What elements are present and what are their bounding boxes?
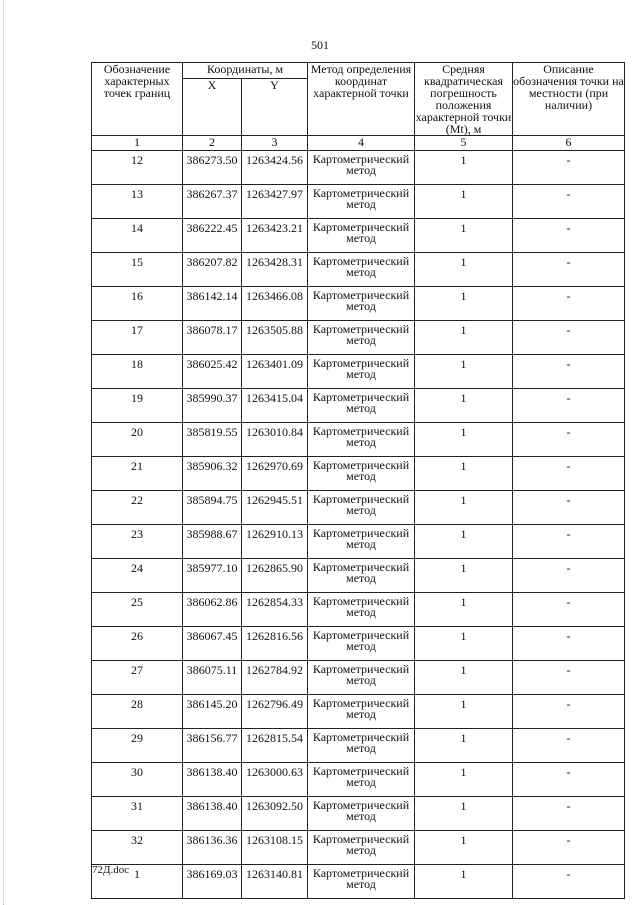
error-cell: 1 [415,865,513,899]
method-line: Картометрический [312,492,410,506]
error-cell: 1 [415,457,513,491]
y-coordinate-cell: 1263423.21 [242,219,308,253]
description-cell: - [513,423,625,457]
method-cell [308,593,415,627]
point-cell: 22 [92,491,183,525]
method-line: метод [346,231,376,245]
method-line: метод [346,673,376,687]
x-coordinate-cell: 386025.42 [183,355,242,389]
method-line: метод [346,401,376,415]
table-row [92,355,625,389]
y-coordinate-cell: 1263415.04 [242,389,308,423]
y-coordinate-cell: 1263428.31 [242,253,308,287]
column-number: 4 [308,136,415,151]
y-coordinate-cell: 1262815.54 [242,729,308,763]
header-y: Y [242,79,308,136]
method-line: Картометрический [312,560,410,574]
point-cell: 29 [92,729,183,763]
y-coordinate-cell: 1262816.56 [242,627,308,661]
point-cell: 17 [92,321,183,355]
point-cell: 19 [92,389,183,423]
point-cell: 26 [92,627,183,661]
method-line: метод [346,163,376,177]
method-line: Картометрический [312,832,410,846]
table-row [92,219,625,253]
method-line: метод [346,639,376,653]
description-cell: - [513,151,625,185]
y-coordinate-cell: 1263108.15 [242,831,308,865]
description-cell: - [513,457,625,491]
x-coordinate-cell: 386138.40 [183,763,242,797]
table-row [92,287,625,321]
description-cell: - [513,219,625,253]
table-row [92,457,625,491]
scan-margin-line [3,0,5,905]
header-method: Метод определения координат характерной точки [308,63,415,136]
x-coordinate-cell: 386207.82 [183,253,242,287]
table-body [92,151,625,899]
method-line: Картометрический [312,152,410,166]
description-cell: - [513,729,625,763]
method-cell [308,457,415,491]
method-line: Картометрический [312,730,410,744]
method-line: Картометрический [312,662,410,676]
method-line: Картометрический [312,458,410,472]
error-cell: 1 [415,559,513,593]
point-cell: 27 [92,661,183,695]
method-line: метод [346,571,376,585]
description-cell: - [513,695,625,729]
error-cell: 1 [415,491,513,525]
method-line: Картометрический [312,696,410,710]
error-cell: 1 [415,151,513,185]
point-cell: 31 [92,797,183,831]
table-row [92,729,625,763]
error-cell: 1 [415,729,513,763]
point-cell: 28 [92,695,183,729]
method-line: Картометрический [312,798,410,812]
method-cell [308,151,415,185]
description-cell: - [513,389,625,423]
x-coordinate-cell: 385894.75 [183,491,242,525]
method-cell [308,525,415,559]
point-cell: 25 [92,593,183,627]
y-coordinate-cell: 1263466.08 [242,287,308,321]
method-line: Картометрический [312,866,410,880]
method-cell [308,321,415,355]
table-row [92,185,625,219]
header-description: Описание обозначения точки на местности (при наличии) [513,63,625,136]
method-line: метод [346,877,376,891]
method-cell [308,695,415,729]
error-cell: 1 [415,797,513,831]
point-cell: 16 [92,287,183,321]
x-coordinate-cell: 386267.37 [183,185,242,219]
method-cell [308,287,415,321]
method-line: метод [346,333,376,347]
x-coordinate-cell: 386075.11 [183,661,242,695]
point-cell: 14 [92,219,183,253]
point-cell: 13 [92,185,183,219]
table-row [92,423,625,457]
method-line: метод [346,537,376,551]
column-number: 3 [242,136,308,151]
y-coordinate-cell: 1263010.84 [242,423,308,457]
x-coordinate-cell: 386169.03 [183,865,242,899]
method-cell [308,661,415,695]
error-cell: 1 [415,219,513,253]
x-coordinate-cell: 386138.40 [183,797,242,831]
x-coordinate-cell: 385819.55 [183,423,242,457]
y-coordinate-cell: 1263401.09 [242,355,308,389]
x-coordinate-cell: 386142.14 [183,287,242,321]
x-coordinate-cell: 386062.86 [183,593,242,627]
method-line: Картометрический [312,628,410,642]
description-cell: - [513,593,625,627]
method-line: метод [346,503,376,517]
method-cell [308,491,415,525]
method-line: Картометрический [312,356,410,370]
description-cell: - [513,491,625,525]
method-cell [308,185,415,219]
error-cell: 1 [415,321,513,355]
table-row [92,661,625,695]
point-cell: 20 [92,423,183,457]
point-cell: 12 [92,151,183,185]
method-line: метод [346,197,376,211]
method-line: метод [346,299,376,313]
description-cell: - [513,627,625,661]
x-coordinate-cell: 386145.20 [183,695,242,729]
header-x: X [183,79,242,136]
table-row [92,389,625,423]
method-line: метод [346,741,376,755]
error-cell: 1 [415,593,513,627]
method-line: метод [346,809,376,823]
description-cell: - [513,185,625,219]
description-cell: - [513,321,625,355]
table-row [92,797,625,831]
error-cell: 1 [415,831,513,865]
description-cell: - [513,831,625,865]
method-line: метод [346,435,376,449]
point-cell: 18 [92,355,183,389]
error-cell: 1 [415,423,513,457]
description-cell: - [513,797,625,831]
y-coordinate-cell: 1263427.97 [242,185,308,219]
y-coordinate-cell: 1262945.51 [242,491,308,525]
error-cell: 1 [415,185,513,219]
method-line: Картометрический [312,594,410,608]
column-number: 6 [513,136,625,151]
method-line: метод [346,367,376,381]
y-coordinate-cell: 1262854.33 [242,593,308,627]
method-line: Картометрический [312,526,410,540]
point-cell: 15 [92,253,183,287]
error-cell: 1 [415,389,513,423]
error-cell: 1 [415,627,513,661]
description-cell: - [513,763,625,797]
table-row [92,865,625,899]
column-number: 2 [183,136,242,151]
table-row [92,321,625,355]
error-cell: 1 [415,525,513,559]
y-coordinate-cell: 1262865.90 [242,559,308,593]
x-coordinate-cell: 385906.32 [183,457,242,491]
table-row [92,253,625,287]
method-line: Картометрический [312,186,410,200]
column-number: 5 [415,136,513,151]
method-cell [308,423,415,457]
method-line: Картометрический [312,322,410,336]
table-row [92,593,625,627]
x-coordinate-cell: 386273.50 [183,151,242,185]
page-number: 501 [311,38,329,52]
y-coordinate-cell: 1263140.81 [242,865,308,899]
table-row [92,695,625,729]
description-cell: - [513,661,625,695]
x-coordinate-cell: 386067.45 [183,627,242,661]
table-row [92,763,625,797]
error-cell: 1 [415,355,513,389]
coordinates-table [91,62,625,899]
method-cell [308,865,415,899]
description-cell: - [513,559,625,593]
point-cell: 32 [92,831,183,865]
method-line: метод [346,707,376,721]
error-cell: 1 [415,253,513,287]
point-cell: 1 [92,865,183,899]
method-cell [308,831,415,865]
description-cell: - [513,525,625,559]
method-cell [308,627,415,661]
x-coordinate-cell: 386222.45 [183,219,242,253]
point-cell: 21 [92,457,183,491]
method-cell [308,219,415,253]
header-error: Средняя квадратическая погрешность положения характерной точки (Mt), м [415,62,512,136]
column-number: 1 [92,136,183,151]
error-cell: 1 [415,763,513,797]
table-row [92,491,625,525]
header-point-designation: Обозначение характерных точек границ [92,63,183,136]
x-coordinate-cell: 386136.36 [183,831,242,865]
error-cell: 1 [415,695,513,729]
method-cell [308,763,415,797]
method-line: Картометрический [312,254,410,268]
y-coordinate-cell: 1263092.50 [242,797,308,831]
method-cell [308,797,415,831]
point-cell: 24 [92,559,183,593]
y-coordinate-cell: 1262796.49 [242,695,308,729]
method-cell [308,729,415,763]
method-line: Картометрический [312,764,410,778]
point-cell: 23 [92,525,183,559]
y-coordinate-cell: 1263424.56 [242,151,308,185]
footer-filename: 72Д.doc [92,864,130,876]
description-cell: - [513,865,625,899]
method-line: метод [346,469,376,483]
x-coordinate-cell: 386078.17 [183,321,242,355]
method-line: Картометрический [312,390,410,404]
y-coordinate-cell: 1263000.63 [242,763,308,797]
table-row [92,151,625,185]
column-number-row [92,136,625,151]
table-row [92,831,625,865]
method-line: метод [346,843,376,857]
error-cell: 1 [415,661,513,695]
method-line: метод [346,605,376,619]
table-row [92,525,625,559]
method-line: метод [346,775,376,789]
y-coordinate-cell: 1262784.92 [242,661,308,695]
x-coordinate-cell: 385977.10 [183,559,242,593]
header-coordinates: Координаты, м [183,63,308,79]
method-cell [308,355,415,389]
point-cell: 30 [92,763,183,797]
y-coordinate-cell: 1262910.13 [242,525,308,559]
y-coordinate-cell: 1262970.69 [242,457,308,491]
method-line: метод [346,265,376,279]
description-cell: - [513,287,625,321]
error-cell: 1 [415,287,513,321]
method-line: Картометрический [312,424,410,438]
method-cell [308,389,415,423]
method-line: Картометрический [312,220,410,234]
description-cell: - [513,355,625,389]
method-cell [308,253,415,287]
y-coordinate-cell: 1263505.88 [242,321,308,355]
x-coordinate-cell: 385990.37 [183,389,242,423]
description-cell: - [513,253,625,287]
method-cell [308,559,415,593]
method-line: Картометрический [312,288,410,302]
table-row [92,627,625,661]
table-row [92,559,625,593]
x-coordinate-cell: 385988.67 [183,525,242,559]
x-coordinate-cell: 386156.77 [183,729,242,763]
